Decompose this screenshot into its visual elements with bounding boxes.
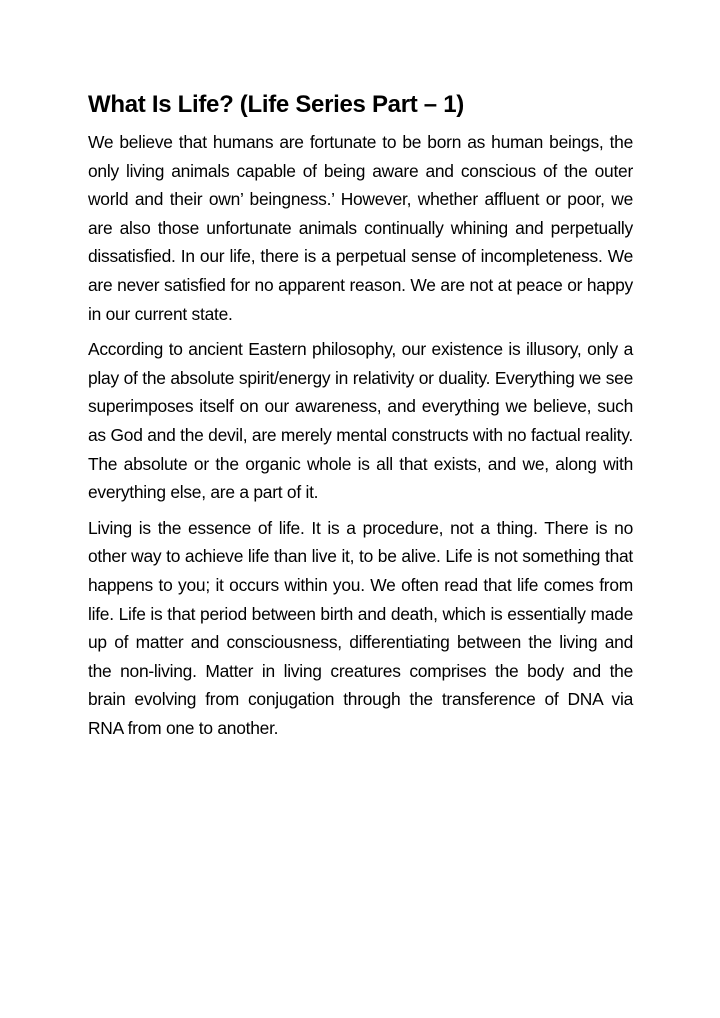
document-body: [88, 88, 633, 749]
document-title: What Is Life? (Life Series Part – 1): [88, 91, 464, 118]
paragraph-1: We believe that humans are fortunate to be born as human beings, the only living animals capable of being aware and conscious of the outer world and their own’ beingness.’ However, whether affluent or poor, we are also those unfortunate animals continually whining and perpetually dissatisfied. In our life, there is a perpetual sense of incompleteness. We are never satisfied for no apparent reason. We are not at peace or happy in our current state.: [88, 132, 633, 324]
paragraph-3: Living is the essence of life. It is a procedure, not a thing. There is no other way to achieve life than live it, to be alive. Life is not something that happens to you; it occurs within you. We often read that life comes from life. Life is that period between birth and death, which is essentially made up of matter and consciousness, differentiating between the living and the non-living. Matter in living creatures comprises the body and the brain evolving from conjugation through the transference of DNA via RNA from one to another.: [88, 517, 633, 738]
paragraph-2: According to ancient Eastern philosophy, our existence is illusory, only a play of the absolute spirit/energy in relativity or duality. Everything we see superimposes itself on our awareness, and everything we believe, such as God and the devil, are merely mental constructs with no factual reality. The absolute or the organic whole is all that exists, and we, along with everything else, are a part of it.: [88, 339, 633, 503]
